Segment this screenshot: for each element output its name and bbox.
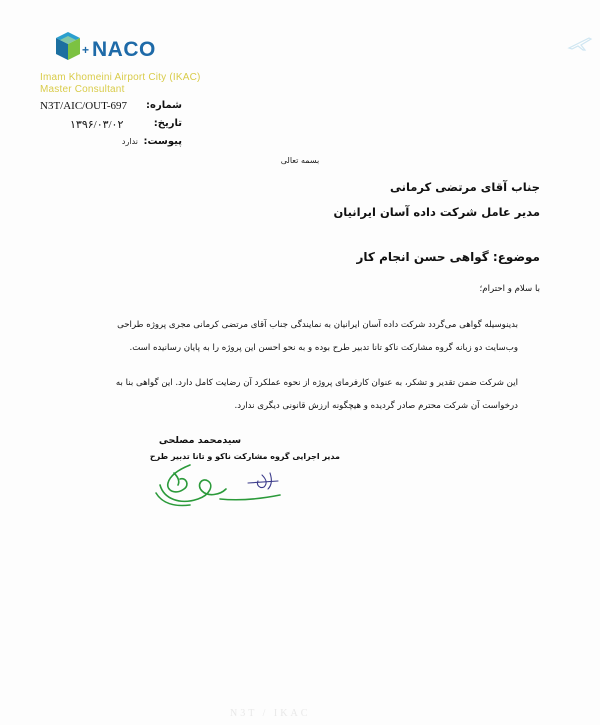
invocation: بسمه تعالی [280,156,320,165]
signatory-name: سیدمحمد مصلحی [158,435,242,446]
handwritten-signature [150,455,290,510]
svg-text:+: + [82,43,90,57]
number-label: شماره: [146,100,182,111]
date-value: ۱۳۹۶/۰۳/۰۲ [70,119,124,131]
attachment-label: پیوست: [143,136,182,147]
naco-logo [52,30,172,64]
paragraph1-line1: بدینوسیله گواهی می‌گردد شرکت داده آسان ایرانیان به نمایندگی جناب آقای مرتضی کرمانی مجری پروژه طراحی [117,320,518,330]
date-label: تاریخ: [153,118,182,129]
faint-footer-mark: N3T / IKAC [230,708,311,719]
number-value: N3T/AIC/OUT-697 [40,100,127,112]
greeting: با سلام و احترام؛ [479,284,540,294]
consultant-role-line: Master Consultant [40,84,125,95]
attachment-value: ندارد [121,137,138,146]
airplane-icon [567,34,593,52]
cube-icon [56,32,80,60]
recipient-name: جناب آقای مرتضی کرمانی [390,180,540,194]
logo-text: NACO [92,38,156,61]
subject-line: موضوع: گواهی حسن انجام کار [356,250,540,264]
project-line: Imam Khomeini Airport City (IKAC) [40,72,201,83]
paragraph2-line1: این شرکت ضمن تقدیر و تشکر، به عنوان کارفرمای پروژه از نحوه عملکرد آن رضایت کامل دارد. این گواهی بنا به [115,378,518,388]
recipient-title: مدیر عامل شرکت داده آسان ایرانیان [333,205,540,219]
paragraph1-line2: وب‌سایت دو زبانه گروه مشارکت ناکو تانا تدبیر طرح بوده و به نحو احسن این پروژه را به پایان رسانیده است. [129,343,518,353]
paragraph2-line2: درخواست آن شرکت محترم صادر گردیده و هیچگونه ارزش قانونی دیگری ندارد. [234,401,518,411]
signatory-title: مدیر اجرایی گروه مشارکت ناکو و تانا تدبیر طرح [149,452,340,461]
